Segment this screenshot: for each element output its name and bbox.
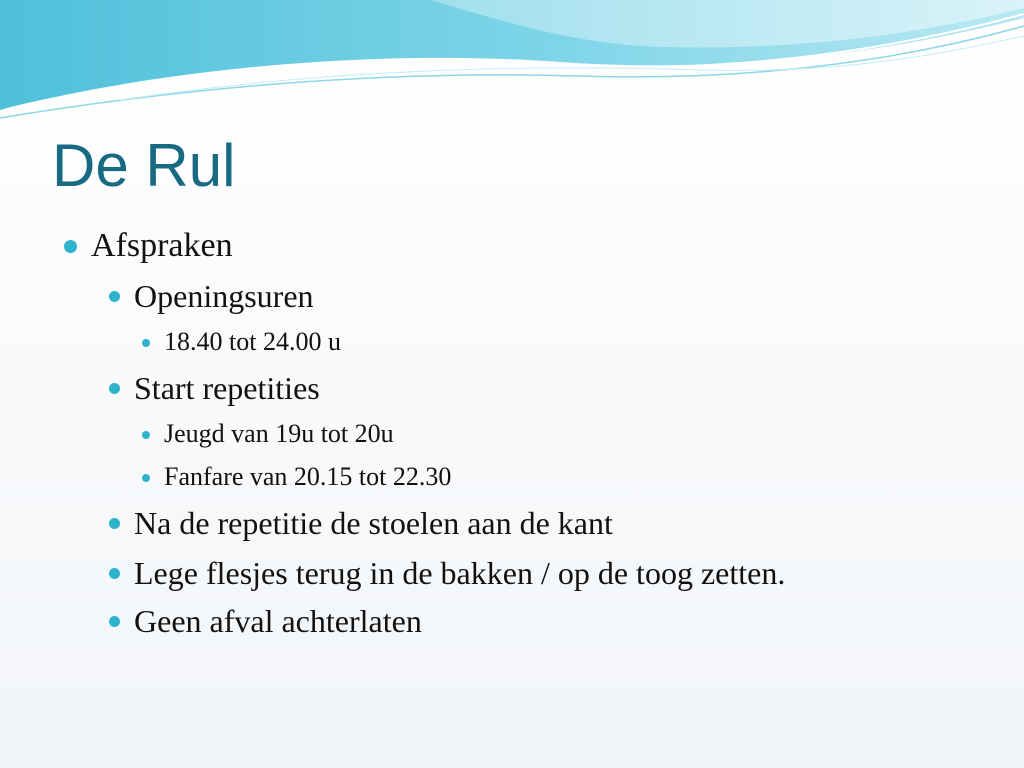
list-item-jeugd [164,418,394,450]
bullet-dot [109,518,120,529]
bullet-dot [109,568,120,579]
list-item-text: 18.40 tot 24.00 u [164,327,341,356]
list-item-text: Start repetities [134,370,320,406]
bullet-dot [142,431,150,439]
slide-title: De Rul [52,132,236,199]
list-item-start-repetities [134,368,320,408]
list-item-openingsuren-time [164,326,341,358]
list-item-text: Openingsuren [134,278,314,314]
bullet-dot [64,240,77,253]
list-item-text: Geen afval achterlaten [134,603,422,639]
list-item-stoelen [134,503,613,543]
list-item-openingsuren [134,276,314,316]
list-item-text: Afspraken [91,227,233,264]
list-item-text: Lege flesjes terug in de bakken / op de toog zetten. [134,555,786,591]
bullet-dot [109,383,120,394]
list-item-afval [134,601,422,641]
list-item-fanfare [164,461,451,493]
list-item-afspraken [91,226,233,266]
list-item-flesjes [134,553,785,593]
bullet-dot [142,339,150,347]
bullet-dot [142,474,150,482]
list-item-text: Na de repetitie de stoelen aan de kant [134,505,613,541]
bullet-dot [109,291,120,302]
bullet-dot [109,616,120,627]
list-item-text: Jeugd van 19u tot 20u [164,419,394,448]
list-item-text: Fanfare van 20.15 tot 22.30 [164,462,452,491]
